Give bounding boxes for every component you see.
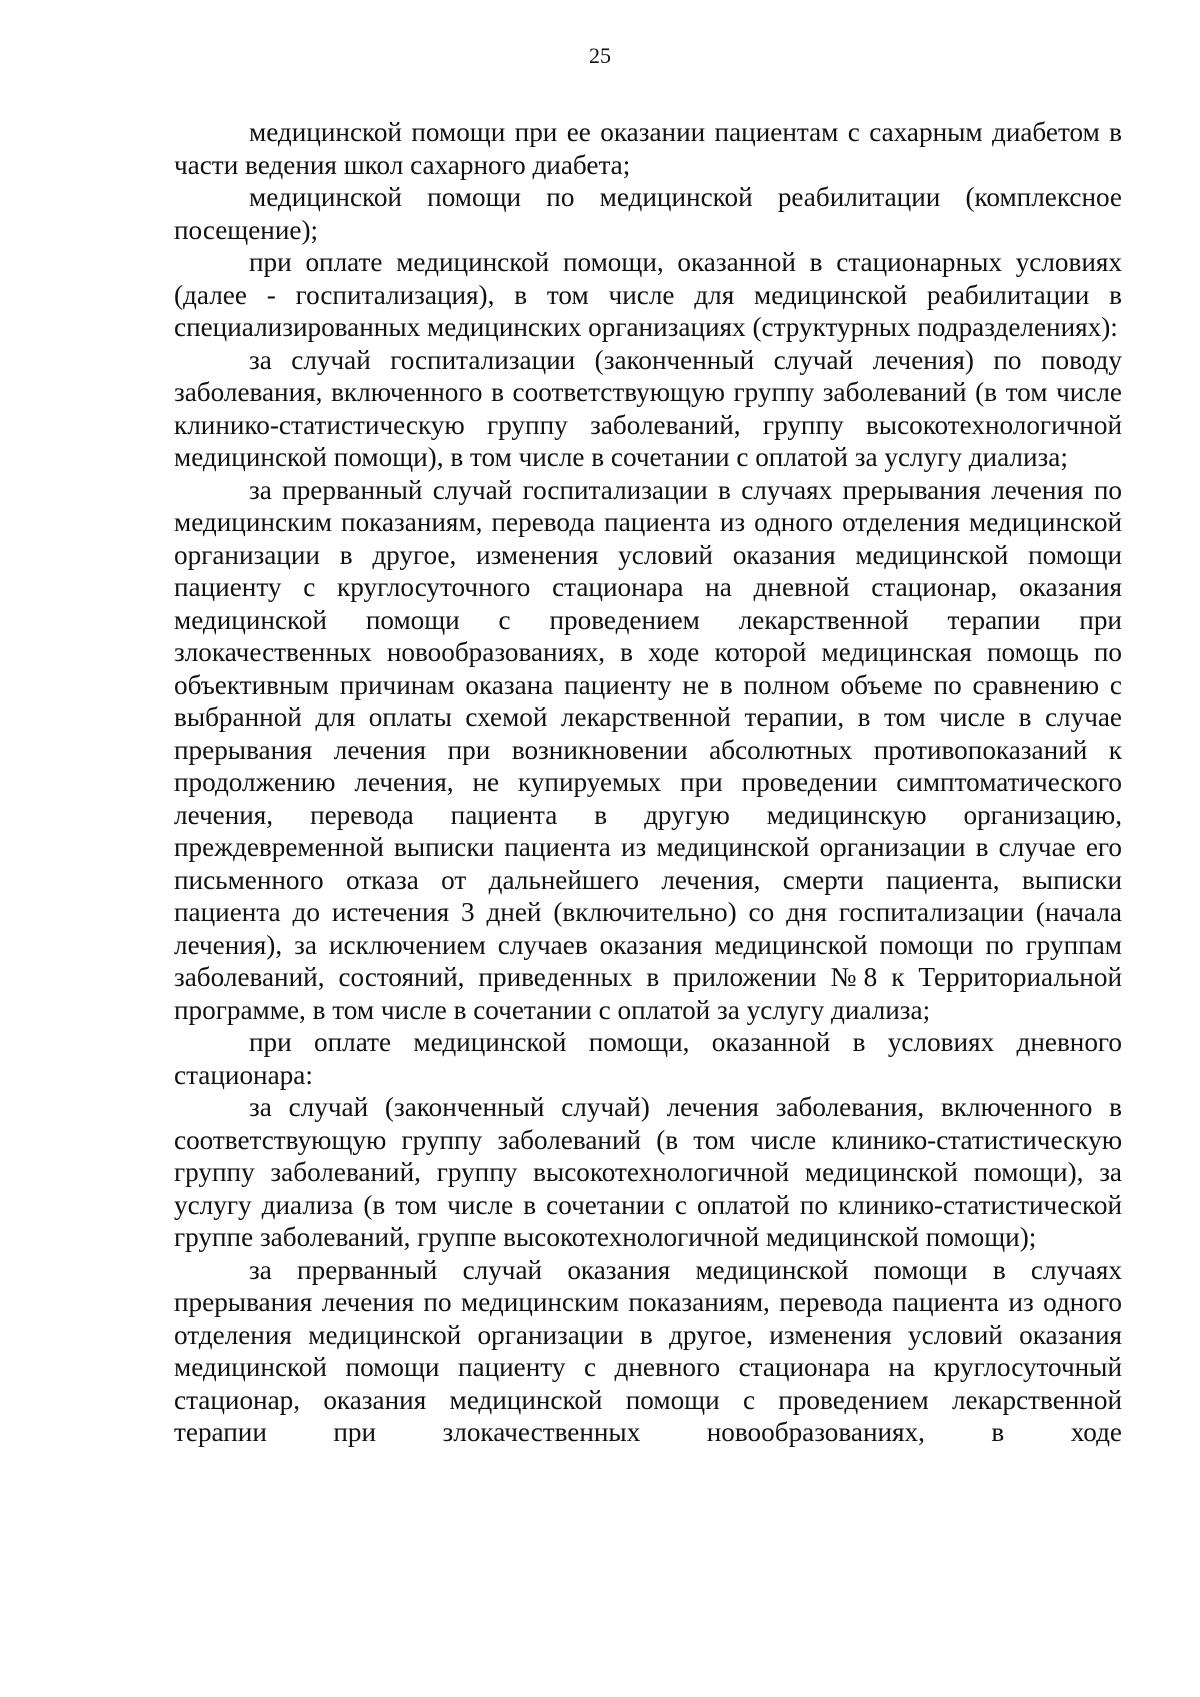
paragraph-day-hospital-payment: при оплате медицинской помощи, оказанной в условиях дневного стационара: [174,1027,1122,1090]
page-number: 25 [589,43,611,68]
paragraph-inpatient-payment: при оплате медицинской помощи, оказанной в стационарных условиях (далее - госпитализация), в том числе для медицинской реабилитации в специализированных медицинских организациях (структурных подразделениях): [174,247,1122,342]
paragraph-rehabilitation-visit: медицинской помощи по медицинской реабилитации (комплексное посещение); [174,182,1122,245]
paragraph-diabetes-schools: медицинской помощи при ее оказании пациентам с сахарным диабетом в части ведения школ сахарного диабета; [174,117,1122,180]
paragraph-day-hospital-case: за случай (законченный случай) лечения заболевания, включенного в соответствующую группу заболеваний (в том числе клинико-статистическую группу заболеваний, группу высокотехнологичной медицинской помощи), за услугу диализа (в том числе в сочетании с оплатой по клинико-статистической группе заболеваний, группе высокотехнологичной медицинской помощи); [174,1092,1122,1252]
paragraph-hospitalization-case: за случай госпитализации (законченный случай лечения) по поводу заболевания, включенного в соответствующую группу заболеваний (в том числе клинико-статистическую группу заболеваний, группу высокотехнологичной медицинской помощи), в том числе в сочетании с оплатой за услугу диализа; [174,344,1122,472]
document-body [174,116,1122,1449]
paragraph-interrupted-hospitalization: за прерванный случай госпитализации в случаях прерывания лечения по медицинским показаниям, перевода пациента из одного отделения медицинской организации в другое, изменения условий оказания медицинской помощи пациенту с круглосуточного стационара на дневной стационар, оказания медицинской помощи с проведением лекарственной терапии при злокачественных новообразованиях, в ходе которой медицинская помощь по объективным причинам оказана пациенту не в полном объеме по сравнению с выбранной для оплаты схемой лекарственной терапии, в том числе в случае прерывания лечения при возникновении абсолютных противопоказаний к продолжению лечения, не купируемых при проведении симптоматического лечения, перевода пациента в другую медицинскую организацию, преждевременной выписки пациента из медицинской организации в случае его письменного отказа от дальнейшего лечения, смерти пациента, выписки пациента до истечения 3 дней (включительно) со дня госпитализации (начала лечения), за исключением случаев оказания медицинской помощи по группам заболеваний, состояний, приведенных в приложении №8 к Территориальной программе, в том числе в сочетании с оплатой за услугу диализа; [174,474,1122,1025]
paragraph-interrupted-day-hospital: за прерванный случай оказания медицинской помощи в случаях прерывания лечения по медицинским показаниям, перевода пациента из одного отделения медицинской организации в другое, изменения условий оказания медицинской помощи пациенту с дневного стационара на круглосуточный стационар, оказания медицинской помощи с проведением лекарственной терапии при злокачественных новообразованиях, в ходе [174,1254,1122,1447]
